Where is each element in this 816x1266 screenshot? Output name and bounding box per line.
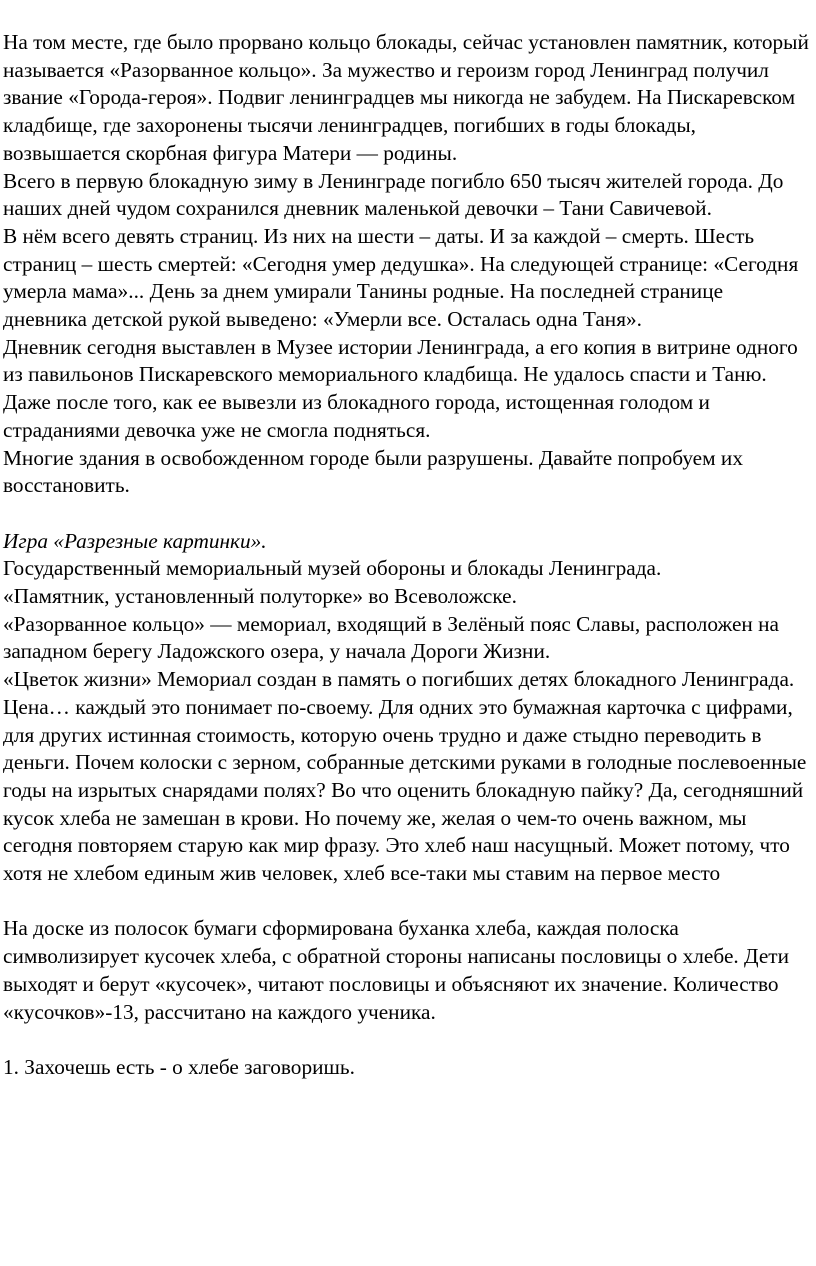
paragraph-diary-museum: Дневник сегодня выставлен в Музее истории Ленинграда, а его копия в витрине одного из павильонов Пискаревского мемориального кладбища. Не удалось спасти и Таню. Даже после того, как ее вывезли из блокадного города, истощенная голодом и страданиями девочка уже не смогла подняться. [3, 334, 798, 442]
paragraph-bread-price: Цена… каждый это понимает по-своему. Для одних это бумажная карточка с цифрами, для других истинная стоимость, которую очень трудно и даже стыдно переводить в деньги. Почем колоски с зерном, собранные детскими руками в голодные послевоенные годы на изрытых снарядами полях? Во что оценить блокадную пайку? Да, сегодняшний кусок хлеба не замешан в крови. Но почему же, желая о чем-то очень важном, мы сегодня повторяем старую как мир фразу. Это хлеб наш насущный. Может потому, что хотя не хлебом единым жив человек, хлеб все-таки мы ставим на первое место [3, 694, 807, 886]
paragraph-museum-defense: Государственный мемориальный музей обороны и блокады Ленинграда. [3, 556, 662, 581]
paragraph-broken-ring: «Разорванное кольцо» — мемориал, входящий в Зелёный пояс Славы, расположен на западном берегу Ладожского озера, у начала Дороги Жизни. [3, 611, 779, 664]
paragraph-polutorka-monument: «Памятник, установленный полуторке» во Всеволожске. [3, 584, 517, 609]
paragraph-flower-of-life: «Цветок жизни» Мемориал создан в память о погибших детях блокадного Ленинграда. [3, 667, 795, 692]
paragraph-bread-activity: На доске из полосок бумаги сформирована буханка хлеба, каждая полоска символизирует кусочек хлеба, с обратной стороны написаны пословицы о хлебе. Дети выходят и берут «кусочек», читают пословицы и объясняют их значение. Количество «кусочков»-13, рассчитано на каждого ученика. [3, 916, 789, 1024]
blank-line [3, 500, 810, 528]
paragraph-first-winter: Всего в первую блокадную зиму в Ленинграде погибло 650 тысяч жителей города. До наших дней чудом сохранился дневник маленькой девочки – Тани Савичевой. [3, 168, 784, 221]
paragraph-diary-pages: В нём всего девять страниц. Из них на шести – даты. И за каждой – смерть. Шесть страниц – шесть смертей: «Сегодня умер дедушка». На следующей странице: «Сегодня умерла мама»... День за днем умирали Танины родные. На последней странице дневника детской рукой выведено: «Умерли все. Осталась одна Таня». [3, 223, 799, 332]
blank-line [3, 1026, 810, 1054]
game-title: Игра «Разрезные картинки». [3, 528, 267, 553]
paragraph-monument-ring: На том месте, где было прорвано кольцо блокады, сейчас установлен памятник, который называется «Разорванное кольцо». За мужество и героизм город Ленинград получил звание «Города-героя». Подвиг ленинградцев мы никогда не забудем. На Пискаревском кладбище, где захоронены тысячи ленинградцев, погибших в годы блокады, возвышается скорбная фигура Матери — родины. [3, 30, 809, 165]
blank-line [3, 888, 810, 916]
proverb-item-1: 1. Захочешь есть - о хлебе заговоришь. [3, 1054, 355, 1079]
paragraph-restore-buildings: Многие здания в освобожденном городе были разрушены. Давайте попробуем их восстановить. [3, 445, 743, 498]
